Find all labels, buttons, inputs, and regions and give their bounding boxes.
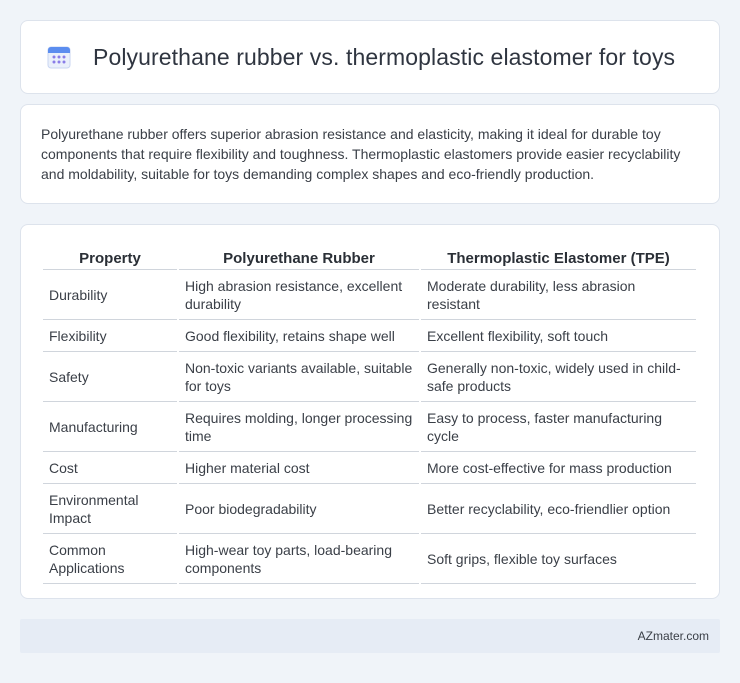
header-card [20, 20, 720, 94]
table-row [43, 353, 696, 402]
tpe-cell: Excellent flexibility, soft touch [421, 321, 696, 352]
polyurethane-cell: High-wear toy parts, load-bearing components [179, 535, 419, 584]
table-row [43, 271, 696, 320]
tpe-cell: Easy to process, faster manufacturing cycle [421, 403, 696, 452]
tpe-cell: Better recyclability, eco-friendlier option [421, 485, 696, 534]
table-header-row [43, 248, 696, 270]
tpe-cell: Soft grips, flexible toy surfaces [421, 535, 696, 584]
tpe-cell: Generally non-toxic, widely used in child-safe products [421, 353, 696, 402]
table-row [43, 485, 696, 534]
tpe-cell: More cost-effective for mass production [421, 453, 696, 484]
table-row [43, 321, 696, 352]
polyurethane-cell: Higher material cost [179, 453, 419, 484]
property-cell: Manufacturing [43, 403, 177, 452]
property-cell: Flexibility [43, 321, 177, 352]
page-title: Polyurethane rubber vs. thermoplastic elastomer for toys [93, 43, 676, 70]
table-row [43, 453, 696, 484]
table-row [43, 403, 696, 452]
footer-bar [20, 619, 720, 653]
property-cell: Common Applications [43, 535, 177, 584]
polyurethane-cell: Requires molding, longer processing time [179, 403, 419, 452]
intro-card [20, 104, 720, 204]
column-header-polyurethane: Polyurethane Rubber [179, 248, 419, 270]
intro-paragraph: Polyurethane rubber offers superior abrasion resistance and elasticity, making it ideal for durable toy components that require flexibility and toughness. Thermoplastic elastomers provide easier recyclability and moldability, suitable for toys demanding complex shapes and eco-friendly production. [41, 126, 681, 182]
property-cell: Durability [43, 271, 177, 320]
footer-site-name: AZmater.com [637, 629, 709, 643]
property-cell: Environmental Impact [43, 485, 177, 534]
polyurethane-cell: High abrasion resistance, excellent durability [179, 271, 419, 320]
comparison-card [20, 224, 720, 599]
property-cell: Cost [43, 453, 177, 484]
comparison-table [41, 247, 698, 585]
polyurethane-cell: Poor biodegradability [179, 485, 419, 534]
calendar-grid-icon [47, 45, 71, 69]
table-row [43, 535, 696, 584]
column-header-tpe: Thermoplastic Elastomer (TPE) [421, 248, 696, 270]
polyurethane-cell: Non-toxic variants available, suitable for toys [179, 353, 419, 402]
column-header-property: Property [43, 248, 177, 270]
tpe-cell: Moderate durability, less abrasion resistant [421, 271, 696, 320]
polyurethane-cell: Good flexibility, retains shape well [179, 321, 419, 352]
property-cell: Safety [43, 353, 177, 402]
